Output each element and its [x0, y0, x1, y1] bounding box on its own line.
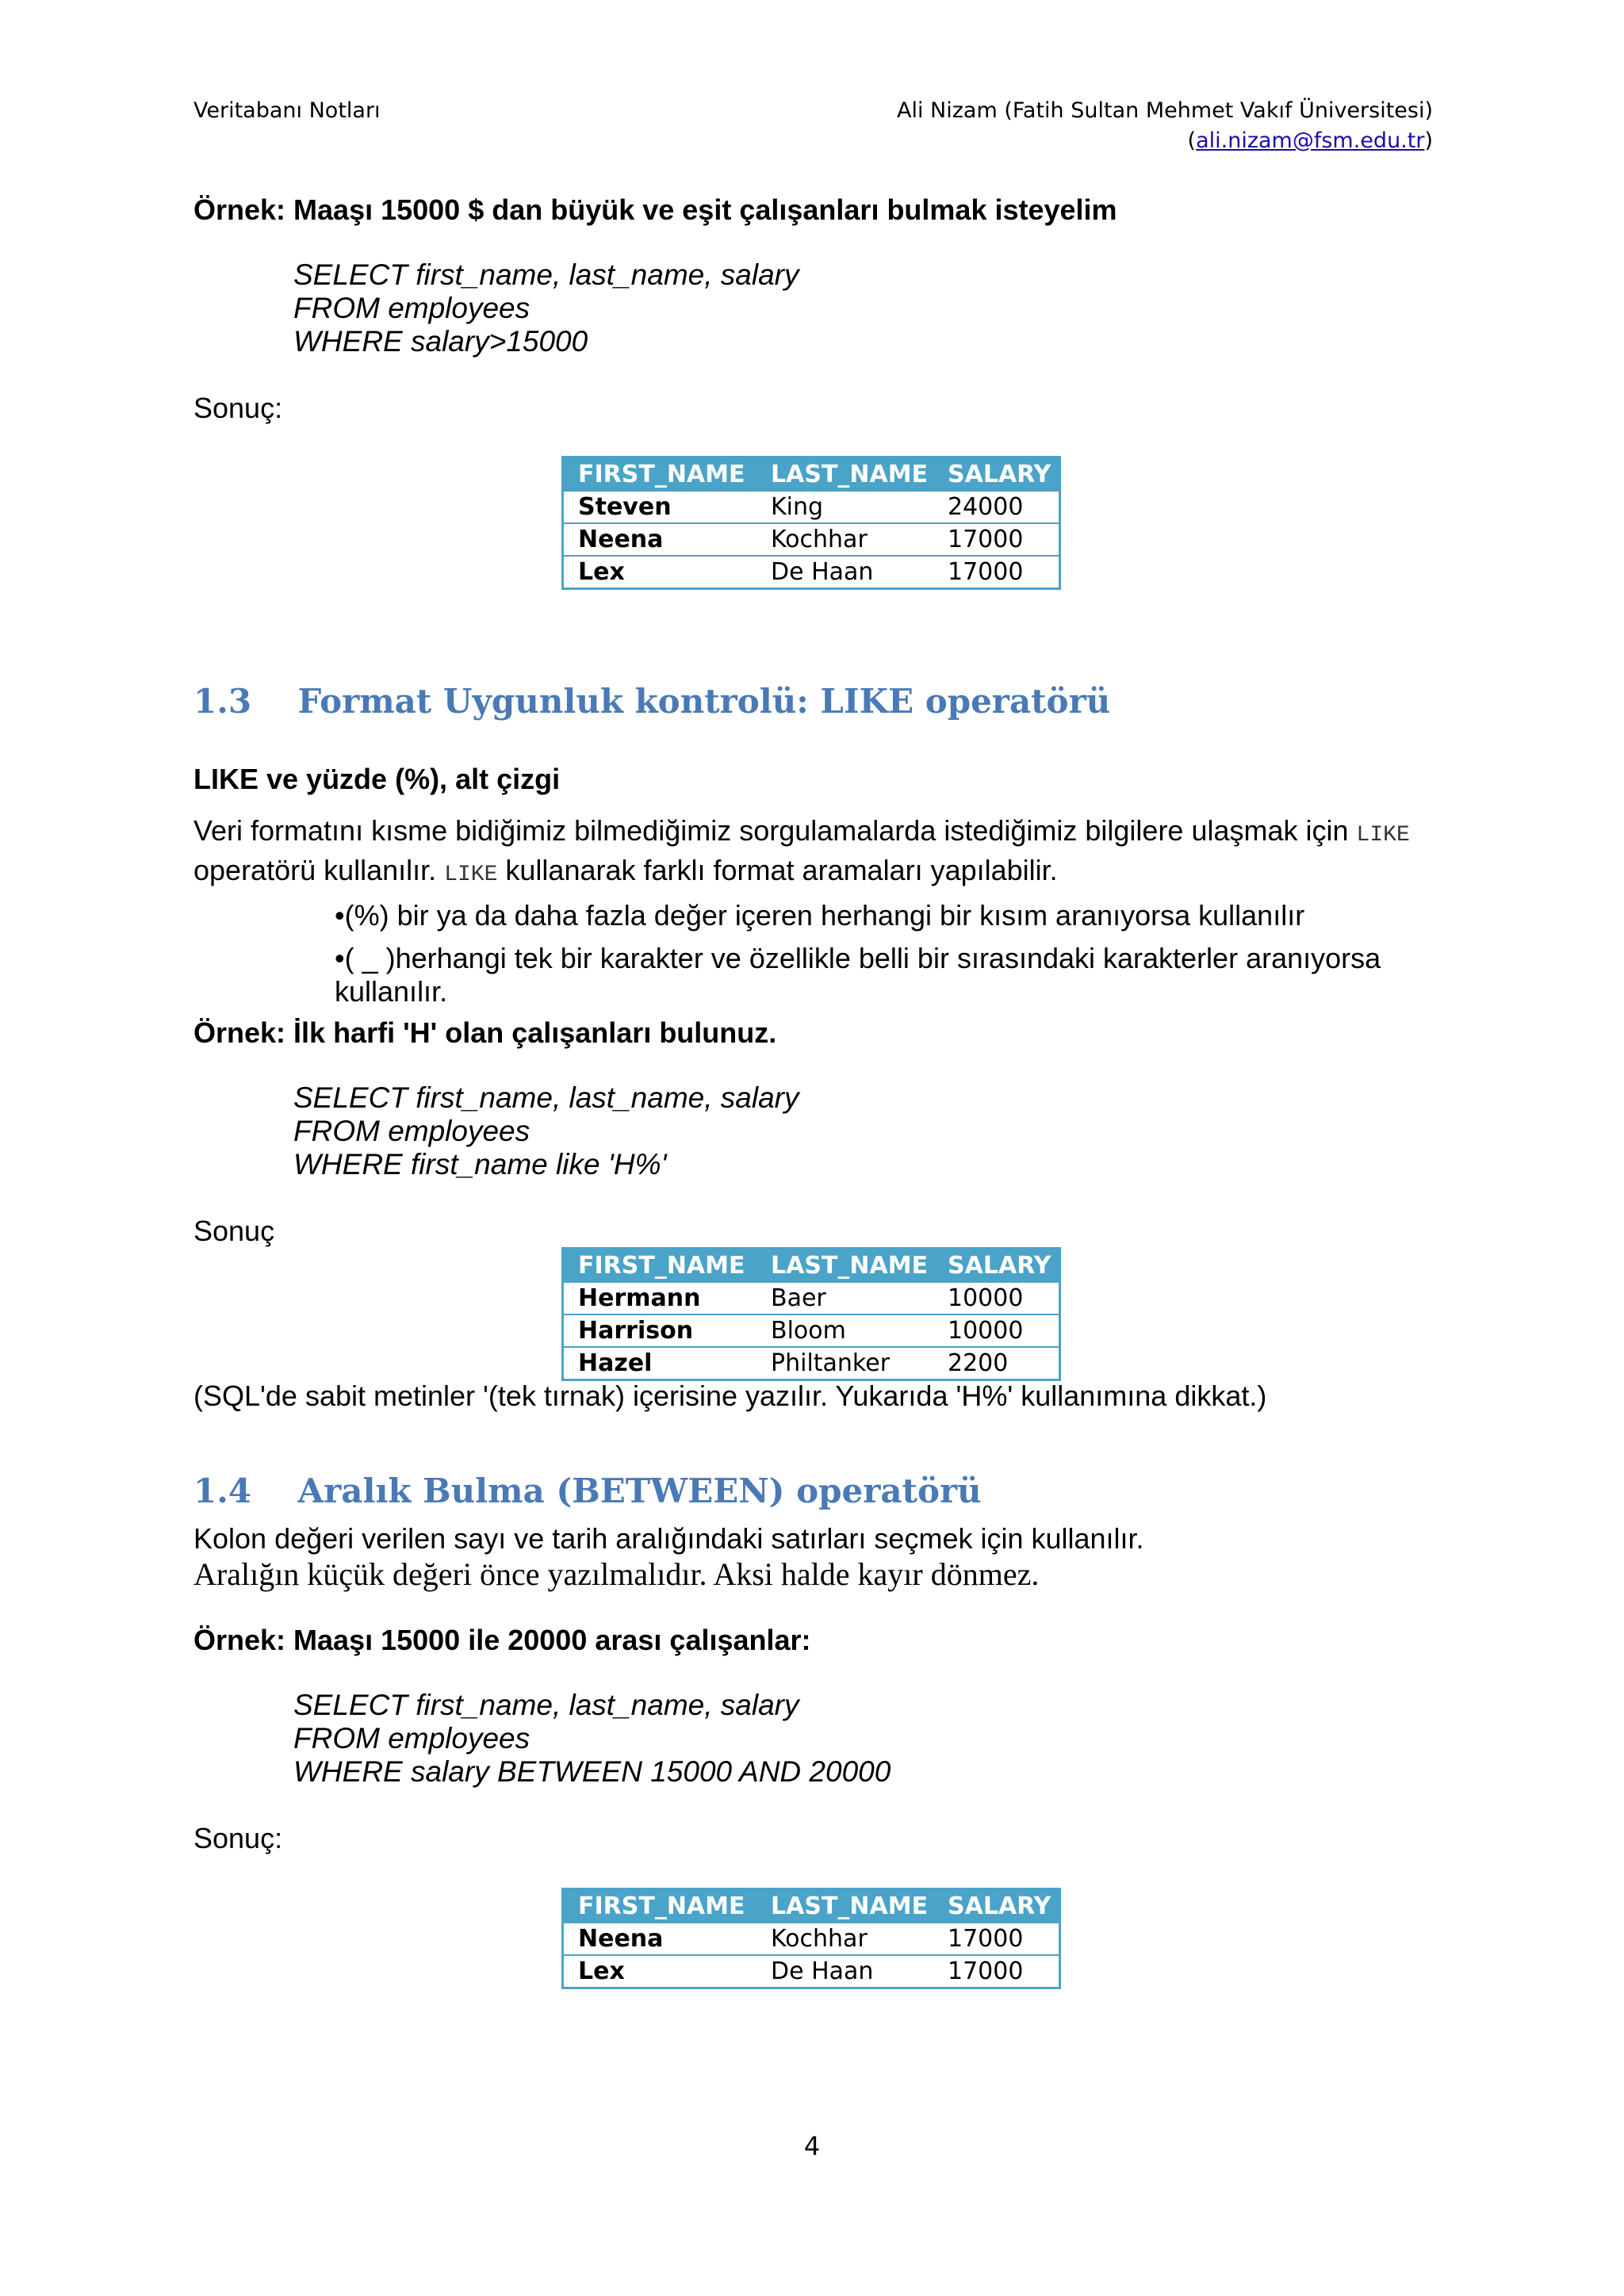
table-row — [563, 523, 1060, 556]
column-header: SALARY — [933, 1249, 1060, 1283]
column-header: SALARY — [933, 457, 1060, 492]
section-heading-1-3: 1.3 Format Uygunluk kontrolü: LIKE operatörü — [193, 682, 1111, 721]
code-line: WHERE salary>15000 — [293, 325, 588, 358]
paren-open: ( — [1187, 128, 1197, 153]
table-header-row — [563, 1889, 1060, 1923]
section14-result-table — [561, 1888, 1061, 1989]
example1-result-table — [561, 456, 1061, 590]
section13-result-label: Sonuç — [193, 1215, 275, 1247]
table-row — [563, 1282, 1060, 1314]
cell-last-name: Kochhar — [756, 1923, 933, 1955]
code-line: SELECT first_name, last_name, salary — [293, 1689, 799, 1721]
column-header: LAST_NAME — [756, 457, 933, 492]
section14-line2: Aralığın küçük değeri önce yazılmalıdır. Aksi halde kayır dönmez. — [193, 1556, 1040, 1592]
cell-last-name: De Haan — [756, 1955, 933, 1988]
cell-last-name: King — [756, 491, 933, 523]
cell-first-name: Harrison — [563, 1314, 757, 1347]
column-header: FIRST_NAME — [563, 457, 757, 492]
para-text: Veri formatını kısme bidiğimiz bilmediğimiz sorgulamalarda istediğimiz bilgilere ulaşmak için — [193, 814, 1357, 847]
table-header-row — [563, 457, 1060, 492]
like-code: LIKE — [444, 863, 498, 887]
page-number: 4 — [803, 2131, 821, 2161]
like-code: LIKE — [1356, 823, 1410, 848]
cell-first-name: Lex — [563, 556, 757, 589]
example1-result-label: Sonuç: — [193, 392, 283, 424]
example1-code — [293, 258, 799, 358]
cell-last-name: De Haan — [756, 556, 933, 589]
bullet-text-continued: kullanılır. — [335, 975, 448, 1008]
cell-last-name: Philtanker — [756, 1347, 933, 1380]
table-row — [563, 1347, 1060, 1380]
bullet-icon: • — [335, 942, 345, 974]
section14-code — [293, 1689, 891, 1789]
column-header: LAST_NAME — [756, 1889, 933, 1923]
section13-result-table — [561, 1247, 1061, 1381]
code-line: WHERE salary BETWEEN 15000 AND 20000 — [293, 1755, 891, 1788]
code-line: FROM employees — [293, 1115, 530, 1147]
cell-first-name: Hermann — [563, 1282, 757, 1314]
column-header: FIRST_NAME — [563, 1889, 757, 1923]
section13-paragraph — [193, 813, 1446, 893]
header-email-line — [1188, 128, 1433, 153]
cell-first-name: Lex — [563, 1955, 757, 1988]
cell-salary: 24000 — [933, 491, 1060, 523]
code-line: FROM employees — [293, 292, 530, 324]
cell-salary: 10000 — [933, 1314, 1060, 1347]
section13-example-title: Örnek: İlk harfi 'H' olan çalışanları bulunuz. — [193, 1016, 777, 1049]
cell-salary: 17000 — [933, 1955, 1060, 1988]
section13-subheading: LIKE ve yüzde (%), alt çizgi — [193, 763, 561, 795]
cell-first-name: Hazel — [563, 1347, 757, 1380]
table-header-row — [563, 1249, 1060, 1283]
column-header: FIRST_NAME — [563, 1249, 757, 1283]
cell-last-name: Baer — [756, 1282, 933, 1314]
cell-first-name: Neena — [563, 1923, 757, 1955]
code-line: FROM employees — [293, 1722, 530, 1755]
cell-last-name: Kochhar — [756, 523, 933, 556]
cell-first-name: Steven — [563, 491, 757, 523]
header-author: Ali Nizam (Fatih Sultan Mehmet Vakıf Üniversitesi) — [896, 98, 1433, 123]
table-row — [563, 491, 1060, 523]
column-header: SALARY — [933, 1889, 1060, 1923]
cell-salary: 10000 — [933, 1282, 1060, 1314]
code-line: SELECT first_name, last_name, salary — [293, 1081, 799, 1114]
cell-salary: 2200 — [933, 1347, 1060, 1380]
code-line: SELECT first_name, last_name, salary — [293, 258, 799, 291]
section-heading-1-4: 1.4 Aralık Bulma (BETWEEN) operatörü — [193, 1471, 982, 1510]
table-row — [563, 556, 1060, 589]
cell-last-name: Bloom — [756, 1314, 933, 1347]
cell-salary: 17000 — [933, 523, 1060, 556]
code-line: WHERE first_name like 'H%' — [293, 1148, 667, 1181]
example1-title: Örnek: Maaşı 15000 $ dan büyük ve eşit çalışanları bulmak isteyelim — [193, 193, 1117, 226]
para-text: kullanarak farklı format aramaları yapılabilir. — [497, 854, 1058, 886]
bullet-item — [335, 942, 1381, 1008]
table-row — [563, 1923, 1060, 1955]
section14-example-title: Örnek: Maaşı 15000 ile 20000 arası çalışanlar: — [193, 1624, 811, 1656]
bullet-item — [335, 899, 1304, 932]
paren-close: ) — [1424, 128, 1433, 153]
email-link[interactable]: ali.nizam@fsm.edu.tr — [1196, 128, 1425, 153]
bullet-icon: • — [335, 899, 345, 932]
cell-first-name: Neena — [563, 523, 757, 556]
column-header: LAST_NAME — [756, 1249, 933, 1283]
table-row — [563, 1955, 1060, 1988]
bullet-text: ( _ )herhangi tek bir karakter ve özellikle belli bir sırasındaki karakterler aranıyorsa — [344, 942, 1381, 974]
cell-salary: 17000 — [933, 1923, 1060, 1955]
cell-salary: 17000 — [933, 556, 1060, 589]
para-text: operatörü kullanılır. — [193, 854, 445, 886]
section13-note: (SQL'de sabit metinler '(tek tırnak) içerisine yazılır. Yukarıda 'H%' kullanımına dikkat.) — [193, 1380, 1267, 1412]
section13-code — [293, 1081, 799, 1181]
bullet-text: (%) bir ya da daha fazla değer içeren herhangi bir kısım aranıyorsa kullanılır — [344, 899, 1305, 932]
section14-result-label: Sonuç: — [193, 1822, 283, 1854]
table-row — [563, 1314, 1060, 1347]
section14-line1: Kolon değeri verilen sayı ve tarih aralığındaki satırları seçmek için kullanılır. — [193, 1522, 1144, 1555]
header-left: Veritabanı Notları — [193, 98, 381, 123]
